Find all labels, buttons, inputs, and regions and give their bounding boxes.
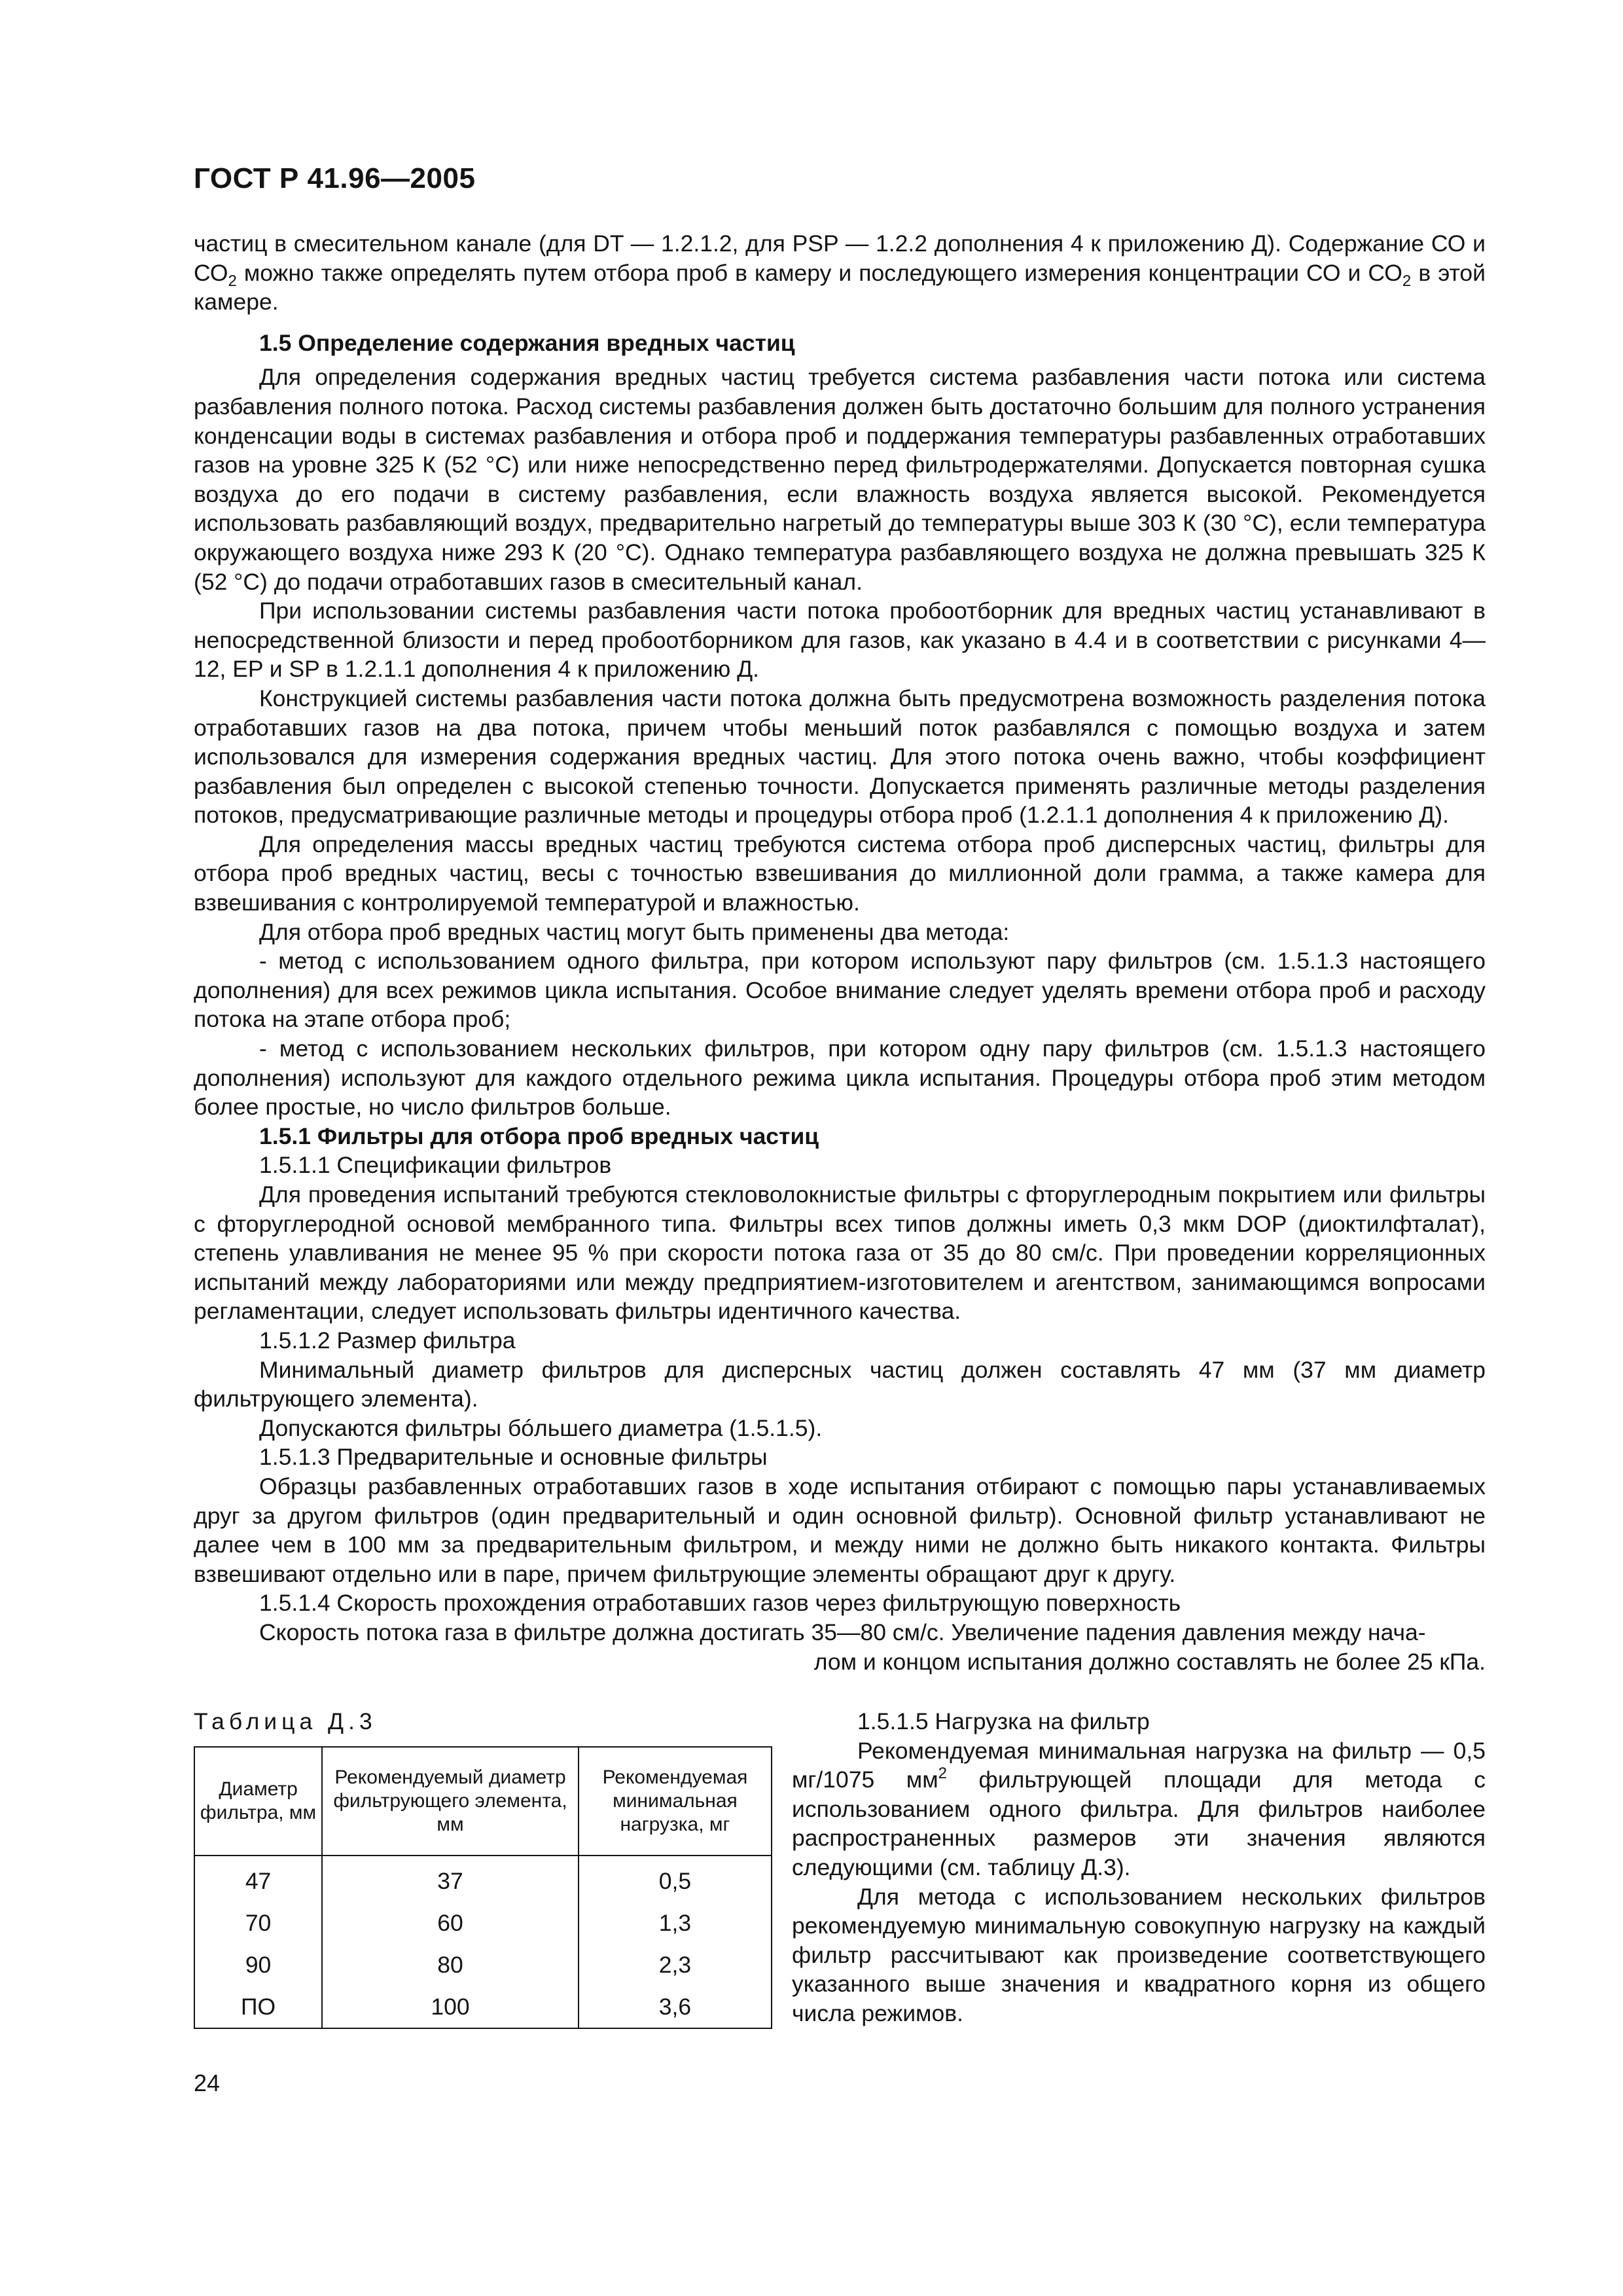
subscript: 2 [1402, 272, 1412, 290]
subsection-title: 1.5.1.3 Предварительные и основные фильтры [259, 1444, 768, 1471]
table-header-cell: Рекомендуемая минимальная нагрузка, мг [579, 1747, 772, 1856]
load-text-2: фильтрующей площади для метода с использованием одного фильтра. Для фильтров наиболее распространенных размеров эти значения являются следующими (см. таблицу Д.3). [792, 1767, 1486, 1880]
paragraph: Минимальный диаметр фильтров для дисперсных частиц должен составлять 47 мм (37 мм диаметр фильтрующего элемента). [194, 1356, 1486, 1412]
page-number: 24 [194, 2070, 221, 2096]
section-heading-1-5-1: 1.5.1 Фильтры для отбора проб вредных частиц [259, 1122, 819, 1149]
table-cell: 60 [322, 1902, 579, 1944]
table-row [194, 1986, 772, 2028]
paragraph: Для определения массы вредных частиц требуются система отбора проб дисперсных частиц, фильтры для отбора проб вредных частиц, весы с точностью взвешивания до миллионной доли грамма, а также камера для взвешивания с контролируемой температурой и влажностью. [194, 831, 1486, 916]
bottom-block [194, 1707, 1486, 2073]
paragraph: Для определения содержания вредных частиц требуется система разбавления части потока или система разбавления полного потока. Расход системы разбавления должен быть достаточно большим для полного устранения конденсации воды в системах разбавления и отбора проб и поддержания температуры разбавленных отработавших газов на уровне 325 К (52 °С) или ниже непосредственно перед фильтродержателями. Допускается повторная сушка воздуха до его подачи в систему разбавления, если влажность воздуха является высокой. Рекомендуется использовать разбавляющий воздух, предварительно нагретый до температуры выше 303 К (30 °С), если температура окружающего воздуха ниже 293 К (20 °С). Однако температура разбавляющего воздуха не должна превышать 325 К (52 °С) до подачи отработавших газов в смесительный канал. [194, 364, 1486, 595]
section-heading-1-5: 1.5 Определение содержания вредных частиц [259, 329, 795, 356]
table-cell: 0,5 [579, 1856, 772, 1902]
subsection-title: 1.5.1.2 Размер фильтра [259, 1327, 516, 1354]
table-row [194, 1856, 772, 1902]
paragraph-continuation: лом и концом испытания должно составлять не более 25 кПа. [813, 1648, 1486, 1675]
table-header-cell: Диаметр фильтра, мм [194, 1747, 322, 1856]
paragraph: Образцы разбавленных отработавших газов в ходе испытания отбирают с помощью пары устанавливаемых друг за другом фильтров (один предварительный и один основной фильтр). Основной фильтр устанавливают не далее чем в 100 мм за предварительным фильтром, и между ними не должно быть никакого контакта. Фильтры взвешивают отдельно или в паре, причем фильтрующие элементы обращают друг к другу. [194, 1473, 1486, 1587]
table-cell: 37 [322, 1856, 579, 1902]
table-header-cell: Рекомендуемый диаметр фильтрующего элемента, мм [322, 1747, 579, 1856]
table-header-row [194, 1747, 772, 1856]
table-cell: 100 [322, 1986, 579, 2028]
table-cell: 2,3 [579, 1944, 772, 1986]
paragraph: Для метода с использованием нескольких фильтров рекомендуемую минимальную совокупную нагрузку на каждый фильтр рассчитывают как произведение соответствующего указанного выше значения и квадратного корня из общего числа режимов. [792, 1883, 1486, 2026]
table-cell: 90 [194, 1944, 322, 1986]
main-text [194, 229, 1486, 1676]
subscript: 2 [228, 272, 237, 290]
paragraph: При использовании системы разбавления части потока пробоотборник для вредных частиц устанавливают в непосредственной близости и перед пробоотборником для газов, как указано в 4.4 и в соответствии с рисунками 4—12, EP и SP в 1.2.1.1 дополнения 4 к приложению Д. [194, 598, 1486, 683]
document-header: ГОСТ Р 41.96—2005 [194, 162, 476, 194]
table-cell: 47 [194, 1856, 322, 1902]
paragraph: Для отбора проб вредных частиц могут быть применены два метода: [259, 918, 1010, 945]
intro-text-3: в этой камере. [194, 259, 1486, 315]
paragraph: Конструкцией системы разбавления части потока должна быть предусмотрена возможность разделения потока отработавших газов на два потока, причем чтобы меньший поток разбавлялся с помощью воздуха и затем использовался для измерения содержания вредных частиц. Для этого потока очень важно, чтобы коэффициент разбавления был определен с высокой степенью точности. Допускается применять различные методы разделения потоков, предусматривающие различные методы и процедуры отбора проб (1.2.1.1 дополнения 4 к приложению Д). [194, 685, 1486, 829]
subsection-title: 1.5.1.1 Спецификации фильтров [259, 1152, 612, 1179]
intro-text-1: частиц в смесительном канале (для DT — 1.2.1.2, для PSP — 1.2.2 дополнения 4 к приложению Д). Содержание СО и СО [194, 230, 1486, 286]
table-row [194, 1902, 772, 1944]
list-item: - метод с использованием одного фильтра, при котором используют пару фильтров (см. 1.5.1.3 настоящего дополнения) для всех режимов цикла испытания. Особое внимание следует уделять времени отбора проб и расходу потока на этапе отбора проб; [194, 948, 1486, 1033]
table-row [194, 1944, 772, 1986]
table-cell: 3,6 [579, 1986, 772, 2028]
intro-text-2: можно также определять путем отбора проб в камеру и последующего измерения концентрации СО и СО [236, 259, 1402, 286]
table-cell: 70 [194, 1902, 322, 1944]
paragraph [792, 1736, 1486, 1882]
load-text-1: Рекомендуемая минимальная нагрузка на фильтр — 0,5 мг/1075 мм [792, 1737, 1486, 1793]
table-cell: ПО [194, 1986, 322, 2028]
list-item: - метод с использованием нескольких фильтров, при котором одну пару фильтров (см. 1.5.1.3 настоящего дополнения) используют для каждого отдельного режима цикла испытания. Процедуры отбора проб этим методом более простые, но число фильтров больше. [194, 1035, 1486, 1121]
table-cell: 1,3 [579, 1902, 772, 1944]
subsection-title: 1.5.1.5 Нагрузка на фильтр [857, 1708, 1150, 1734]
data-table [194, 1746, 772, 2029]
right-column [792, 1707, 1486, 2028]
paragraph: Допускаются фильтры бóльшего диаметра (1.5.1.5). [259, 1414, 823, 1441]
subsection-title: 1.5.1.4 Скорость прохождения отработавших газов через фильтрующую поверхность [259, 1590, 1181, 1617]
intro-paragraph [194, 229, 1486, 317]
table-caption: Таблица Д.3 [194, 1708, 377, 1734]
table-cell: 80 [322, 1944, 579, 1986]
paragraph: Для проведения испытаний требуются стекловолокнистые фильтры с фторуглеродным покрытием или фильтры с фторуглеродной основой мембранного типа. Фильтры всех типов должны иметь 0,3 мкм DOP (диоктилфталат), степень улавливания не менее 95 % при скорости потока газа от 35 до 80 см/с. При проведении корреляционных испытаний между лабораториями или между предприятием-изготовителем и агентством, занимающимся вопросами регламентации, следует использовать фильтры идентичного качества. [194, 1181, 1486, 1325]
paragraph: Скорость потока газа в фильтре должна достигать 35—80 см/с. Увеличение падения давления между нача- [259, 1619, 1426, 1645]
superscript: 2 [938, 1765, 947, 1783]
